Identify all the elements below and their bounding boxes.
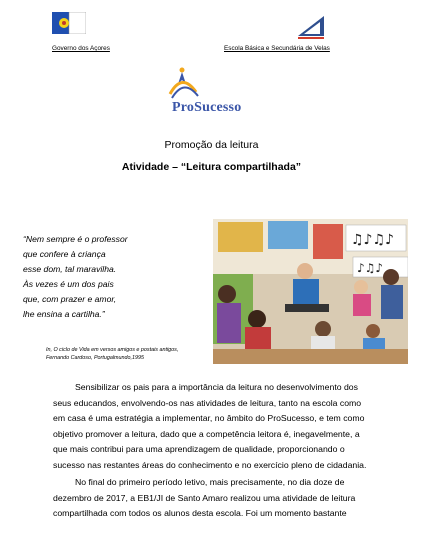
paragraph-line: No final do primeiro período letivo, mais precisamente, no dia doze de — [75, 477, 345, 487]
page-title: Promoção da leitura — [164, 139, 259, 151]
body-paragraph-2 — [53, 475, 405, 522]
citation-line: In, O ciclo de Vida em versos amigos e postais antigos, — [46, 347, 179, 353]
body-paragraph-1 — [53, 380, 405, 474]
poem-line: que, com prazer e amor, — [23, 294, 117, 304]
poem-quote — [23, 232, 128, 322]
poem-line: “Nem sempre é o professor — [23, 234, 128, 244]
paragraph-line: que mais contribui para uma aprendizagem de qualidade, proporcionando o — [53, 444, 345, 455]
paragraph-line: Sensibilizar os pais para a importância da leitura no desenvolvimento dos — [75, 382, 358, 392]
poem-line: esse dom, tal maravilha. — [23, 264, 117, 274]
header-right-label: Escola Básica e Secundária de Velas — [224, 45, 330, 52]
classroom-photo — [213, 219, 408, 364]
prosucesso-logo — [156, 62, 266, 122]
paragraph-line: sucesso nas restantes áreas do conhecimento e no exercício pleno de cidadania. — [53, 459, 367, 470]
paragraph-line: compartilhada com todos os alunos desta escola. Foi um momento bastante — [53, 508, 347, 519]
prosucesso-logo-text: ProSucesso — [172, 100, 242, 115]
paragraph-line: seus educandos, envolvendo-os nas atividades de leitura, tanto na escola como — [53, 397, 362, 408]
header-left-label: Governo dos Açores — [52, 45, 110, 52]
paragraph-line: dezembro de 2017, a EB1/JI de Santo Amaro realizou uma atividade de leitura — [53, 492, 356, 503]
citation-line: Fernando Cardoso, Portugalmundo,1995 — [46, 355, 144, 361]
svg-text:♪♫♪: ♪♫♪ — [357, 261, 384, 275]
page-subtitle: Atividade – “Leitura compartilhada” — [121, 161, 302, 173]
poem-line: Às vezes é um dos pais — [23, 279, 114, 289]
paragraph-line: em casa é uma estratégia a implementar, no âmbito do ProSucesso, e tem como — [53, 413, 365, 424]
paragraph-line: objetivo promover a leitura, dado que a competência leitora é, inegavelmente, a — [53, 428, 360, 439]
svg-text:♫♪♫♪: ♫♪♫♪ — [351, 232, 394, 248]
azores-crest-icon — [52, 12, 86, 34]
school-logo-icon — [296, 12, 328, 40]
poem-line: lhe ensina a cartilha.” — [23, 309, 105, 319]
poem-citation — [46, 346, 178, 362]
poem-line: que confere à criança — [23, 249, 106, 259]
